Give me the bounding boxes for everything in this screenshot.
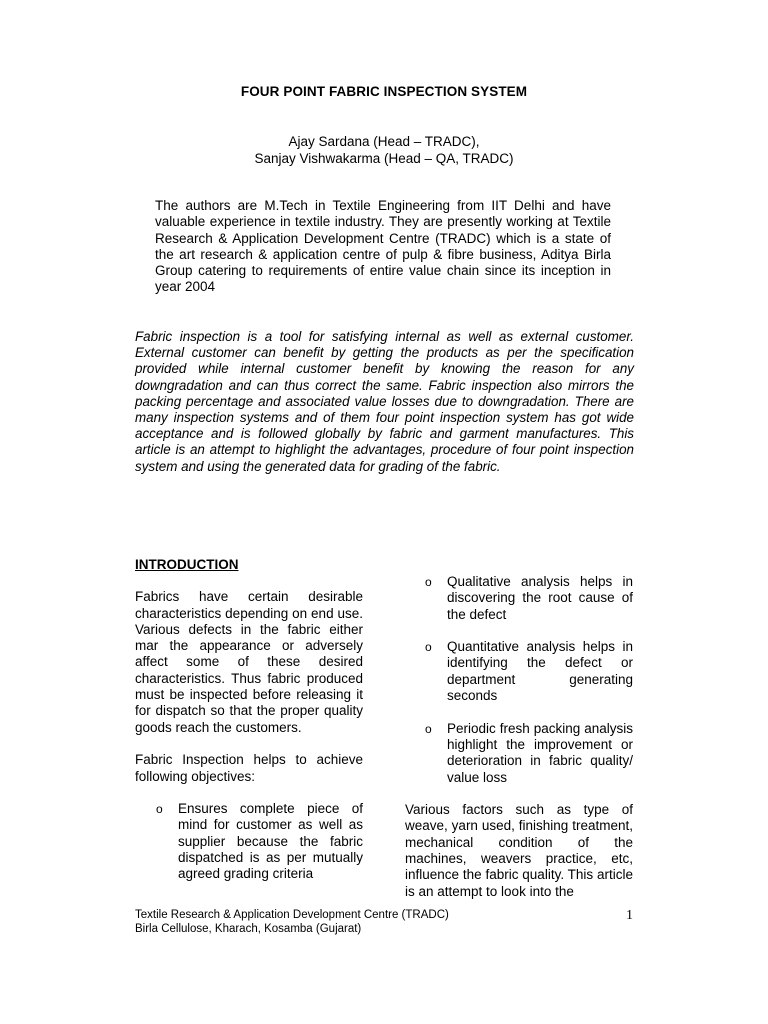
list-item-text: Quantitative analysis helps in identifying the defect or department generating seconds — [447, 639, 633, 704]
list-item — [155, 801, 363, 882]
abstract: Fabric inspection is a tool for satisfying internal as well as external customer. External customer can benefit by getting the products as per the specification provided while internal customer benefit by knowing the reason for any downgradation and can thus correct the same. Fabric inspection also mirrors the packing percentage and associated value losses due to downgradation. There are many inspection systems and of them four point inspection system has got wide acceptance and is followed globally by fabric and garment manufactures. This article is an attempt to highlight the advantages, procedure of four point inspection system and using the generated data for grading of the fabric. — [135, 329, 634, 474]
page-footer — [135, 909, 449, 936]
author-bio: The authors are M.Tech in Textile Engineering from IIT Delhi and have valuable experience in textile industry. They are presently working at Textile Research & Application Development Centre (TRADC) which is a state of the art research & application centre of pulp & fibre business, Aditya Birla Group catering to requirements of entire value chain since its inception in year 2004 — [155, 198, 611, 295]
bullet-icon: o — [425, 721, 432, 736]
list-item — [424, 574, 633, 623]
paragraph: Fabric Inspection helps to achieve following objectives: — [135, 752, 363, 784]
author-line: Sanjay Vishwakarma (Head – QA, TRADC) — [254, 150, 514, 166]
list-item — [424, 639, 633, 704]
right-column — [405, 574, 633, 916]
list-item-text: Periodic fresh packing analysis highlight the improvement or deterioration in fabric quality/ value loss — [447, 720, 633, 785]
bullet-icon: o — [425, 640, 432, 655]
bullet-icon: o — [425, 575, 432, 589]
footer-line: Birla Cellulose, Kharach, Kosamba (Gujarat) — [135, 922, 362, 935]
list-item — [424, 721, 633, 786]
document-title: FOUR POINT FABRIC INSPECTION SYSTEM — [240, 84, 528, 99]
section-heading-introduction: INTRODUCTION — [135, 557, 239, 572]
paragraph: Fabrics have certain desirable characteristics depending on end use. Various defects in the fabric either mar the appearance or adversely affect some of these desired characteristics. Thus fabric produced must be inspected before releasing it for dispatch so that the proper quality goods reach the customers. — [135, 589, 363, 735]
footer-line: Textile Research & Application Development Centre (TRADC) — [135, 909, 449, 921]
objectives-list — [424, 574, 633, 786]
list-item-text: Ensures complete piece of mind for customer as well as supplier because the fabric dispatched is as per mutually agreed grading criteria — [178, 801, 363, 882]
page-number: 1 — [626, 908, 633, 923]
list-item-text: Qualitative analysis helps in discovering the root cause of the defect — [447, 574, 633, 622]
author-line: Ajay Sardana (Head – TRADC), — [288, 134, 480, 149]
author-list — [0, 134, 768, 167]
paragraph: Various factors such as type of weave, yarn used, finishing treatment, mechanical condition of the machines, weavers practice, etc, influence the fabric quality. This article is an attempt to look into the — [405, 802, 633, 899]
left-column — [135, 557, 363, 899]
bullet-icon: o — [156, 802, 163, 817]
objectives-list — [155, 801, 363, 882]
